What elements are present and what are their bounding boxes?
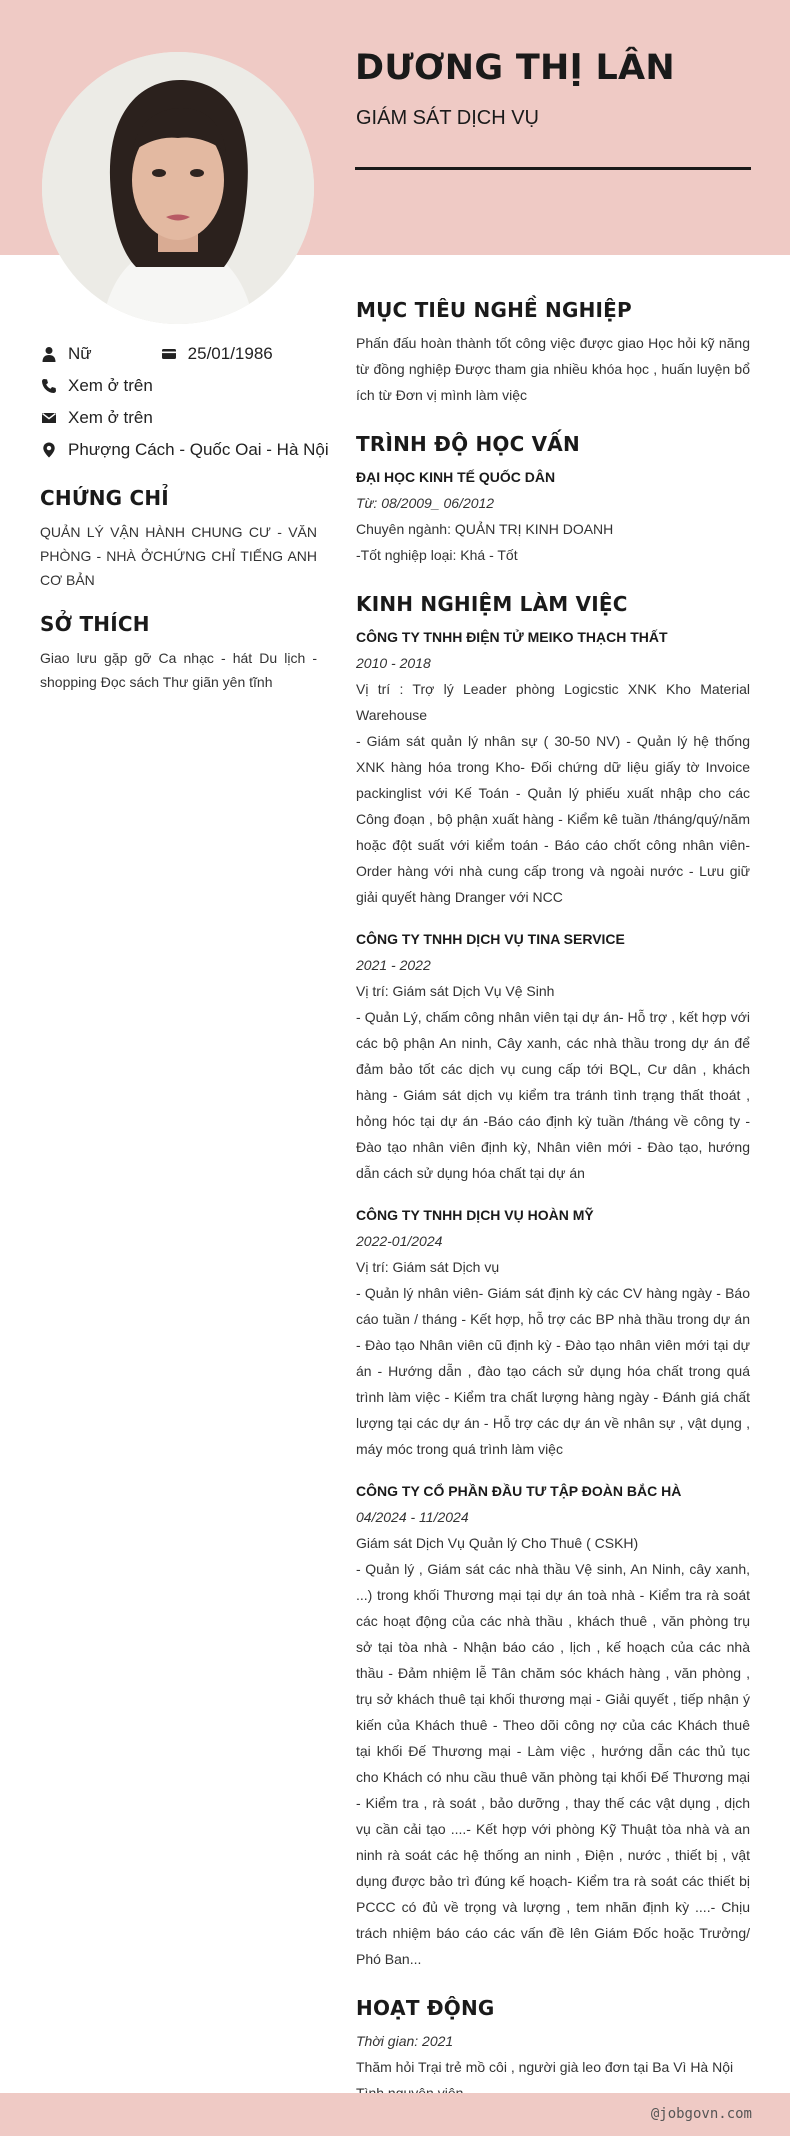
job-details: - Quản lý nhân viên- Giám sát định kỳ các CV hàng ngày - Báo cáo tuần / tháng - Kết hợp, hỗ trợ các BP nhà thầu trong dự án - Đào tạo Nhân viên cũ định kỳ - Đào tạo nhân viên mới tại dự án - Hướng dẫn , đào tạo cách sử dụng hóa chất trong quá trình làm việc - Kiểm tra chất lượng hàng ngày - Đánh giá chất lượng tại các dự án - Hỗ trợ các dự án về nhân sự , vật dụng , máy móc trong quá trình làm việc — [356, 1285, 750, 1457]
job-position: Vị trí : Trợ lý Leader phòng Logicstic XNK Kho Material Warehouse — [356, 681, 750, 723]
job-company: CÔNG TY CỔ PHẦN ĐẦU TƯ TẬP ĐOÀN BẮC HÀ — [356, 1483, 682, 1499]
activities-time: Thời gian: 2021 — [356, 2033, 454, 2049]
education-title: TRÌNH ĐỘ HỌC VẤN — [356, 432, 580, 456]
activities-title: HOẠT ĐỘNG — [356, 1996, 495, 2020]
left-column — [40, 338, 329, 694]
job-company: CÔNG TY TNHH DỊCH VỤ TINA SERVICE — [356, 931, 625, 947]
job-details: - Quản lý , Giám sát các nhà thầu Vệ sinh, An Ninh, cây xanh, ...) trong khối Thương mại tại dự án toà nhà - Kiểm tra rà soát các hoạt động của các nhà thầu , khách thuê , văn phòng trụ sở tại tòa nhà - Nhận báo cáo , lịch , kế hoạch của các nhà thầu - Đảm nhiệm lễ Tân chăm sóc khách hàng , văn phòng , trụ sở khách thuê tại khối thương mại - Giải quyết , tiếp nhận ý kiến của Khách thuê - Theo dõi công nợ của các Khách thuê tại khối Đế Thương mại - Làm việc , hướng dẫn các thủ tục cho Khách có nhu cầu thuê văn phòng tại khối Đế Thương mại - Kiểm tra , rà soát , bảo dưỡng , thay thế các vật dụng , dịch vụ cần cải tạo ....- Kết hợp với phòng Kỹ Thuật tòa nhà và an ninh rà soát các hệ thống an ninh , Điện , nước , thiết bị , vật dụng được bảo trì đúng kế hoạch- Kiểm tra rà soát các thiết bị PCCC có đủ về trọng và lượng , tem nhãn định kỳ ....- Chịu trách nhiệm báo cáo các vấn đề lên Giám Đốc hoặc Trưởng/ Phó Ban... — [356, 1561, 750, 1967]
job-item — [356, 1478, 750, 1972]
education-major: Chuyên ngành: QUẢN TRỊ KINH DOANH — [356, 521, 614, 537]
job-company: CÔNG TY TNHH ĐIỆN TỬ MEIKO THẠCH THẤT — [356, 629, 668, 645]
envelope-icon — [40, 409, 58, 427]
job-position: Vị trí: Giám sát Dịch vụ — [356, 1259, 500, 1275]
location-pin-icon — [40, 441, 58, 459]
footer-watermark: @jobgovn.com — [650, 2106, 752, 2122]
hobbies-text: Giao lưu gặp gỡ Ca nhạc - hát Du lịch - shopping Đọc sách Thư giãn yên tĩnh — [40, 650, 317, 690]
hobbies-title: SỞ THÍCH — [40, 612, 150, 636]
user-icon — [40, 345, 58, 363]
address-value: Phượng Cách - Quốc Oai - Hà Nội — [68, 440, 329, 459]
phone-icon — [40, 377, 58, 395]
candidate-name: DƯƠNG THỊ LÂN — [355, 48, 676, 88]
job-position: Vị trí: Giám sát Dịch Vụ Vệ Sinh — [356, 983, 555, 999]
address-row — [40, 434, 329, 466]
job-details: - Quản Lý, chấm công nhân viên tại dự án- Hỗ trợ , kết hợp với các bộ phận An ninh, Cây xanh, các nhà thầu trong dự án để đảm bảo tốt các dịch vụ cung cấp tới BQL, Cư dân , khách hàng - Giám sát dịch vụ kiểm tra tránh tình trạng thất thoát , hỏng hóc tại dự án -Báo cáo định kỳ tuần /tháng về công ty - Đào tạo nhân viên định kỳ, Nhân viên mới - Đào tạo, hướng dẫn cách sử dụng hóa chất tại dự án — [356, 1009, 750, 1181]
phone-row — [40, 370, 317, 402]
activities-line: Thăm hỏi Trại trẻ mồ côi , người già leo đơn tại Ba Vì Hà Nội — [356, 2059, 734, 2075]
job-time: 2022-01/2024 — [356, 1233, 443, 1249]
profile-photo — [42, 52, 314, 324]
experience-section — [356, 592, 750, 1972]
job-item — [356, 926, 750, 1186]
right-column — [356, 298, 750, 2136]
education-grade: -Tốt nghiệp loại: Khá - Tốt — [356, 547, 518, 563]
objective-text: Phấn đấu hoàn thành tốt công việc được giao Học hỏi kỹ năng từ đồng nghiệp Được tham gia nhiều khóa học , huấn luyện bổ ích từ Đơn vị mình làm việc — [356, 335, 750, 403]
job-details: - Giám sát quản lý nhân sự ( 30-50 NV) - Quản lý hệ thống XNK hàng hóa trong Kho- Đối chứng dữ liệu giấy tờ Invoice packinglist với Kế Toán - Quản lý phiếu xuất nhập cho các Công đoạn , bộ phận xuất hàng - Kiểm kê tuần /tháng/quý/năm hoặc đột suất với kiểm toán - Báo cáo chốt công nhân viên- Order hàng với nhà cung cấp trong và ngoài nước - Lưu giữ giải quyết hàng Dranger với NCC — [356, 733, 750, 905]
certificates-text: QUẢN LÝ VẬN HÀNH CHUNG CƯ - VĂN PHÒNG - NHÀ ỞCHỨNG CHỈ TIẾNG ANH CƠ BẢN — [40, 524, 317, 588]
job-time: 2010 - 2018 — [356, 655, 431, 671]
education-section — [356, 432, 750, 568]
experience-title: KINH NGHIỆM LÀM VIỆC — [356, 592, 628, 616]
job-item — [356, 624, 750, 910]
education-time: Từ: 08/2009_ 06/2012 — [356, 495, 495, 511]
job-item — [356, 1202, 750, 1462]
job-position: Giám sát Dịch Vụ Quản lý Cho Thuê ( CSKH) — [356, 1535, 639, 1551]
certificates-title: CHỨNG CHỈ — [40, 486, 169, 510]
gender-birthdate-row — [40, 338, 317, 370]
job-company: CÔNG TY TNHH DỊCH VỤ HOÀN MỸ — [356, 1207, 594, 1223]
objective-title: MỤC TIÊU NGHỀ NGHIỆP — [356, 298, 632, 322]
job-time: 2021 - 2022 — [356, 957, 431, 973]
objective-section — [356, 298, 750, 408]
phone-value[interactable]: Xem ở trên — [68, 376, 153, 395]
email-value[interactable]: Xem ở trên — [68, 408, 153, 427]
birthdate-value: 25/01/1986 — [187, 344, 273, 363]
email-row — [40, 402, 317, 434]
school-name: ĐẠI HỌC KINH TẾ QUỐC DÂN — [356, 469, 556, 485]
card-icon — [160, 345, 178, 363]
job-time: 04/2024 - 11/2024 — [356, 1509, 469, 1525]
header-divider — [355, 167, 751, 170]
candidate-role: GIÁM SÁT DỊCH VỤ — [356, 107, 539, 129]
gender-value: Nữ — [68, 344, 92, 363]
